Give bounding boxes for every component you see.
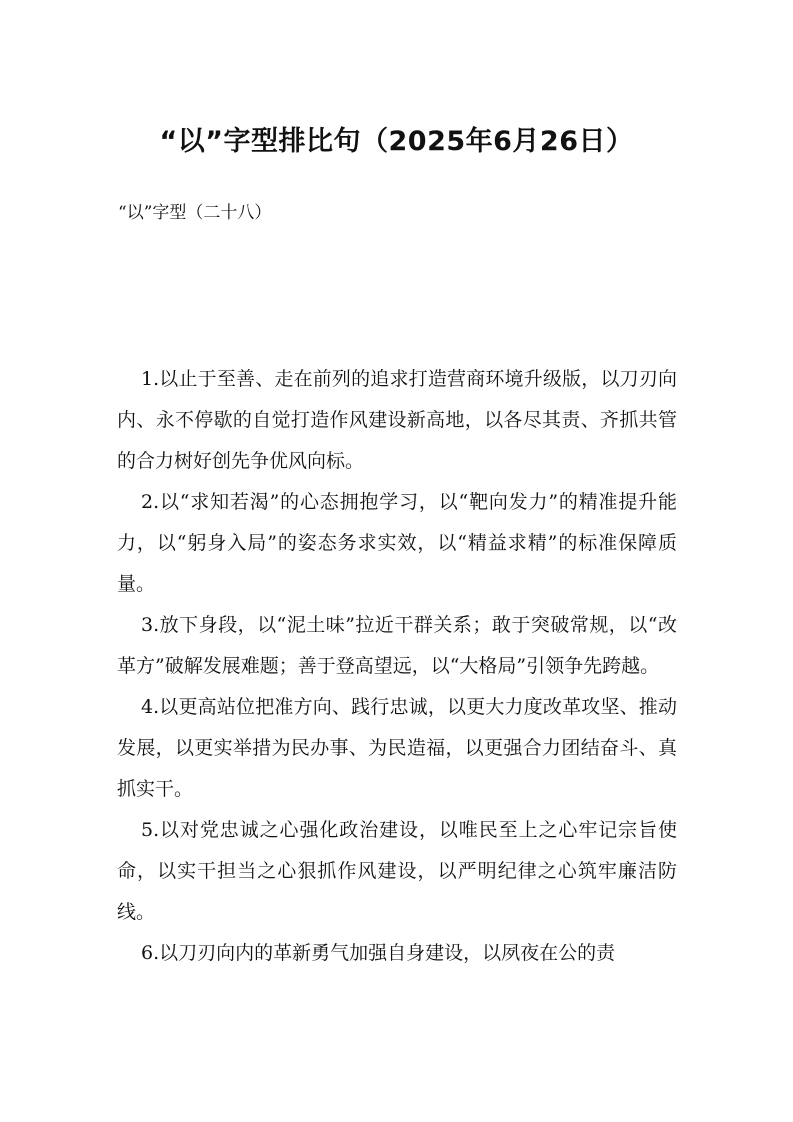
- paragraph-4: 4.以更高站位把准方向、践行忠诚，以更大力度改革攻坚、推动发展，以更实举措为民办事、为民造福，以更强合力团结奋斗、真抓实干。: [117, 696, 677, 800]
- paragraph-6: 6.以刀刃向内的革新勇气加强自身建设，以夙夜在公的责: [141, 942, 616, 964]
- document-title: “以”字型排比句（2025年6月26日）: [159, 126, 634, 157]
- paragraph-2: 2.以“求知若渴”的心态拥抱学习，以“靶向发力”的精准提升能力，以“躬身入局”的姿态务求实效，以“精益求精”的标准保障质量。: [117, 491, 677, 595]
- document-body: [117, 359, 677, 974]
- paragraph-5: 5.以对党忠诚之心强化政治建设，以唯民至上之心牢记宗旨使命，以实干担当之心狠抓作风建设，以严明纪律之心筑牢廉洁防线。: [117, 819, 677, 923]
- paragraph-1: 1.以止于至善、走在前列的追求打造营商环境升级版，以刀刃向内、永不停歇的自觉打造作风建设新高地，以各尽其责、齐抓共管的合力树好创先争优风向标。: [117, 368, 677, 472]
- document-subtitle: “以”字型（二十八）: [118, 203, 272, 223]
- paragraph-3: 3.放下身段，以“泥土味”拉近干群关系；敢于突破常规，以“改革方”破解发展难题；善于登高望远，以“大格局”引领争先跨越。: [117, 614, 677, 677]
